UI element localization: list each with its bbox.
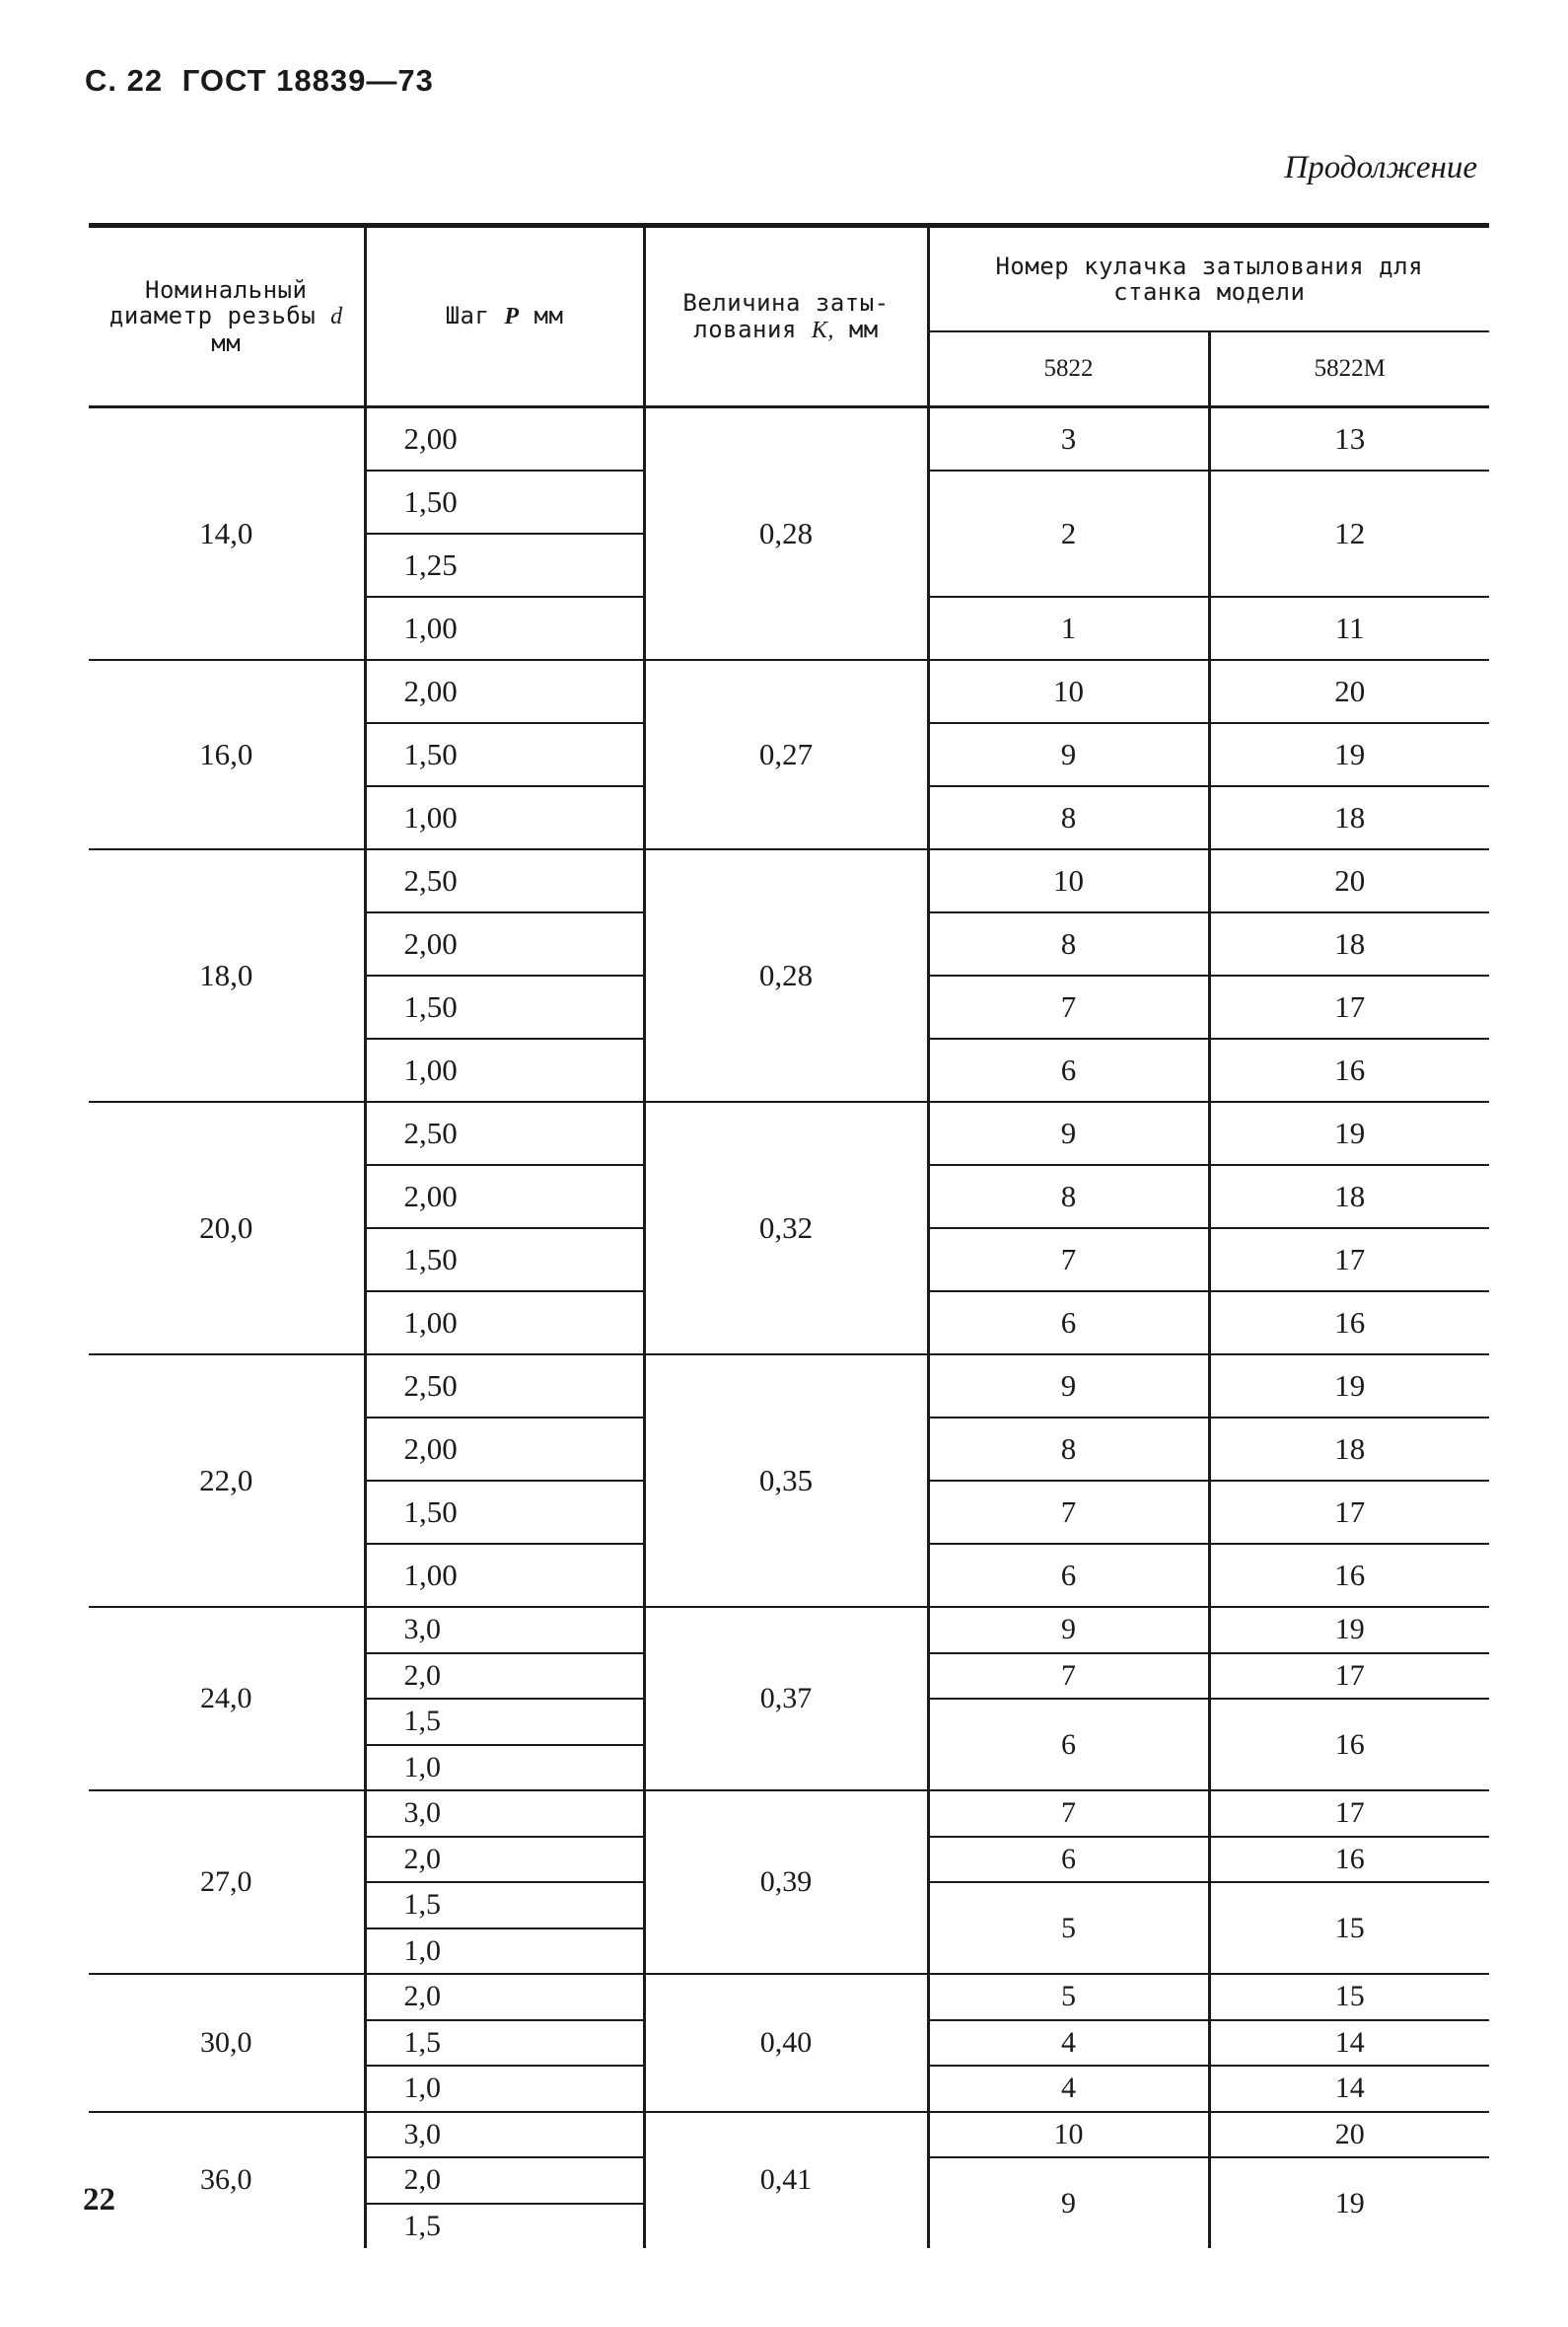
header-cam-number: Номер кулачка затылования для станка модели [928, 226, 1489, 332]
cell-pitch: 2,50 [365, 1354, 644, 1418]
standard-number: ГОСТ 18839—73 [181, 63, 434, 98]
table-row [89, 407, 1489, 472]
table-row [89, 1102, 1489, 1165]
table-body [89, 407, 1489, 2249]
cell-diameter: 18,0 [89, 849, 365, 1102]
cell-pitch: 1,50 [365, 471, 644, 534]
cell-pitch: 2,0 [365, 2157, 644, 2204]
cell-pitch: 1,0 [365, 1928, 644, 1975]
cell-cam-5822: 6 [928, 1699, 1209, 1790]
cell-diameter: 14,0 [89, 407, 365, 661]
cell-cam-5822: 5 [928, 1974, 1209, 2020]
cell-cam-5822m: 19 [1209, 723, 1489, 786]
cell-cam-5822m: 16 [1209, 1291, 1489, 1354]
cell-relief: 0,28 [644, 849, 928, 1102]
cell-relief: 0,32 [644, 1102, 928, 1354]
cell-cam-5822m: 17 [1209, 1790, 1489, 1837]
cell-pitch: 1,50 [365, 723, 644, 786]
cell-diameter: 27,0 [89, 1790, 365, 1974]
cell-pitch: 2,00 [365, 1165, 644, 1228]
table-row [89, 1790, 1489, 1837]
cell-cam-5822: 9 [928, 1354, 1209, 1418]
threading-table-container [89, 223, 1489, 2248]
cell-cam-5822: 7 [928, 1653, 1209, 1700]
cell-diameter: 30,0 [89, 1974, 365, 2112]
cell-relief: 0,37 [644, 1607, 928, 1790]
cell-cam-5822m: 18 [1209, 912, 1489, 976]
cell-cam-5822: 9 [928, 1607, 1209, 1653]
cell-pitch: 1,5 [365, 1699, 644, 1745]
cell-pitch: 1,5 [365, 2020, 644, 2067]
cell-pitch: 2,0 [365, 1837, 644, 1883]
cell-cam-5822m: 19 [1334, 2186, 1365, 2219]
cell-diameter: 16,0 [89, 660, 365, 849]
page-number: 22 [83, 2182, 115, 2218]
cell-cam-5822: 9 [928, 1102, 1209, 1165]
cell-cam-5822m: 11 [1209, 597, 1489, 660]
cell-diameter: 20,0 [89, 1102, 365, 1354]
cell-pitch: 2,00 [365, 660, 644, 723]
cell-pitch: 1,00 [365, 786, 644, 849]
table-row [89, 1354, 1489, 1418]
cell-cam-5822m: 12 [1209, 471, 1489, 597]
cell-pitch: 3,0 [365, 2112, 644, 2158]
cell-cam-5822m: 17 [1209, 1481, 1489, 1544]
cell-diameter: 36,0 [89, 2112, 365, 2249]
cell-pitch: 2,00 [365, 407, 644, 472]
cell-relief: 0,28 [644, 407, 928, 661]
cell-cam-5822m: 19 [1209, 1354, 1489, 1418]
cell-cam-5822m: 16 [1209, 1837, 1489, 1883]
cell-pitch: 1,5 [365, 2204, 644, 2249]
cell-cam-5822m: 20 [1209, 2112, 1489, 2158]
cell-cam-5822m: 17 [1209, 976, 1489, 1039]
cell-cam-5822m: 18 [1209, 786, 1489, 849]
cell-pitch: 2,50 [365, 849, 644, 912]
header-relief: Величина заты- лования K, мм [644, 226, 928, 407]
table-row [89, 849, 1489, 912]
cell-cam-5822m: 14 [1209, 2020, 1489, 2067]
cell-pitch: 1,00 [365, 1291, 644, 1354]
cell-cam-5822: 7 [928, 1790, 1209, 1837]
table-row [89, 660, 1489, 723]
cell-pitch: 1,0 [365, 1745, 644, 1791]
cell-cam-5822m: 17 [1209, 1228, 1489, 1291]
header-diameter: Номинальный диаметр резьбы d мм [89, 226, 365, 407]
cell-cam-5822: 9 [928, 723, 1209, 786]
cell-cam-5822: 8 [928, 786, 1209, 849]
cell-cam-5822: 8 [928, 1418, 1209, 1481]
cell-cam-5822m: 15 [1209, 1882, 1489, 1974]
cell-pitch: 1,25 [365, 534, 644, 597]
cell-cam-5822: 6 [928, 1291, 1209, 1354]
cell-cam-5822: 10 [928, 849, 1209, 912]
cell-cam-5822m: 19 [1209, 1607, 1489, 1653]
cell-cam-5822m: 17 [1209, 1653, 1489, 1700]
cell-relief: 0,27 [644, 660, 928, 849]
table-row [89, 2112, 1489, 2158]
table-row [89, 1607, 1489, 1653]
cell-cam-5822: 1 [928, 597, 1209, 660]
cell-cam-5822: 8 [928, 912, 1209, 976]
cell-pitch: 2,0 [365, 1974, 644, 2020]
cell-pitch: 1,0 [365, 2066, 644, 2112]
header-pitch: Шаг P мм [365, 226, 644, 407]
cell-cam-5822m: 18 [1209, 1418, 1489, 1481]
cell-pitch: 1,50 [365, 1228, 644, 1291]
cell-pitch: 2,50 [365, 1102, 644, 1165]
cell-cam-5822m: 20 [1209, 660, 1489, 723]
cell-cam-5822: 10 [928, 660, 1209, 723]
cell-cam-5822: 6 [928, 1544, 1209, 1607]
cell-cam-5822: 7 [928, 1481, 1209, 1544]
cell-cam-5822: 7 [928, 976, 1209, 1039]
cell-diameter: 22,0 [89, 1354, 365, 1607]
cell-cam-5822: 4 [928, 2066, 1209, 2112]
cell-relief: 0,39 [644, 1790, 928, 1974]
cell-diameter: 24,0 [89, 1607, 365, 1790]
cell-pitch: 1,50 [365, 976, 644, 1039]
cell-pitch: 2,00 [365, 1418, 644, 1481]
cell-pitch: 2,00 [365, 912, 644, 976]
cell-cam-5822: 2 [928, 471, 1209, 597]
cell-cam-5822m: 14 [1209, 2066, 1489, 2112]
cell-cam-5822m: 20 [1209, 849, 1489, 912]
cell-pitch: 1,5 [365, 1882, 644, 1928]
cell-relief: 0,35 [644, 1354, 928, 1607]
cell-pitch: 1,50 [365, 1481, 644, 1544]
cell-pitch: 2,0 [365, 1653, 644, 1700]
cell-cam-5822m: 16 [1209, 1544, 1489, 1607]
cell-cam-5822: 7 [928, 1228, 1209, 1291]
cell-cam-5822: 4 [928, 2020, 1209, 2067]
header-model-5822: 5822 [928, 331, 1209, 407]
cell-pitch: 1,00 [365, 1544, 644, 1607]
header-model-5822m: 5822М [1209, 331, 1489, 407]
cell-cam-5822: 3 [928, 407, 1209, 472]
page-header [85, 63, 434, 99]
cell-cam-5822: 8 [928, 1165, 1209, 1228]
cell-cam-5822: 10 [928, 2112, 1209, 2158]
cell-pitch: 1,00 [365, 1039, 644, 1102]
cell-pitch: 1,00 [365, 597, 644, 660]
cell-cam-5822m: 16 [1209, 1699, 1489, 1790]
cell-cam-5822: 6 [928, 1039, 1209, 1102]
table-row [89, 1974, 1489, 2020]
cell-cam-5822m: 19 [1209, 1102, 1489, 1165]
cell-cam-5822: 9 [928, 2157, 1209, 2248]
cell-cam-5822m: 18 [1209, 1165, 1489, 1228]
relief-cam-table [89, 223, 1489, 2248]
continuation-label: Продолжение [1284, 150, 1477, 185]
cell-pitch: 3,0 [365, 1607, 644, 1653]
cell-relief: 0,41 [644, 2112, 928, 2249]
cell-cam-5822: 5 [928, 1882, 1209, 1974]
cell-cam-5822m: 13 [1209, 407, 1489, 472]
cell-cam-5822m: 16 [1209, 1039, 1489, 1102]
cell-pitch: 3,0 [365, 1790, 644, 1837]
cell-relief: 0,40 [644, 1974, 928, 2112]
cell-cam-5822: 6 [928, 1837, 1209, 1883]
page-ref: С. 22 [85, 63, 164, 98]
cell-cam-5822m: 15 [1209, 1974, 1489, 2020]
